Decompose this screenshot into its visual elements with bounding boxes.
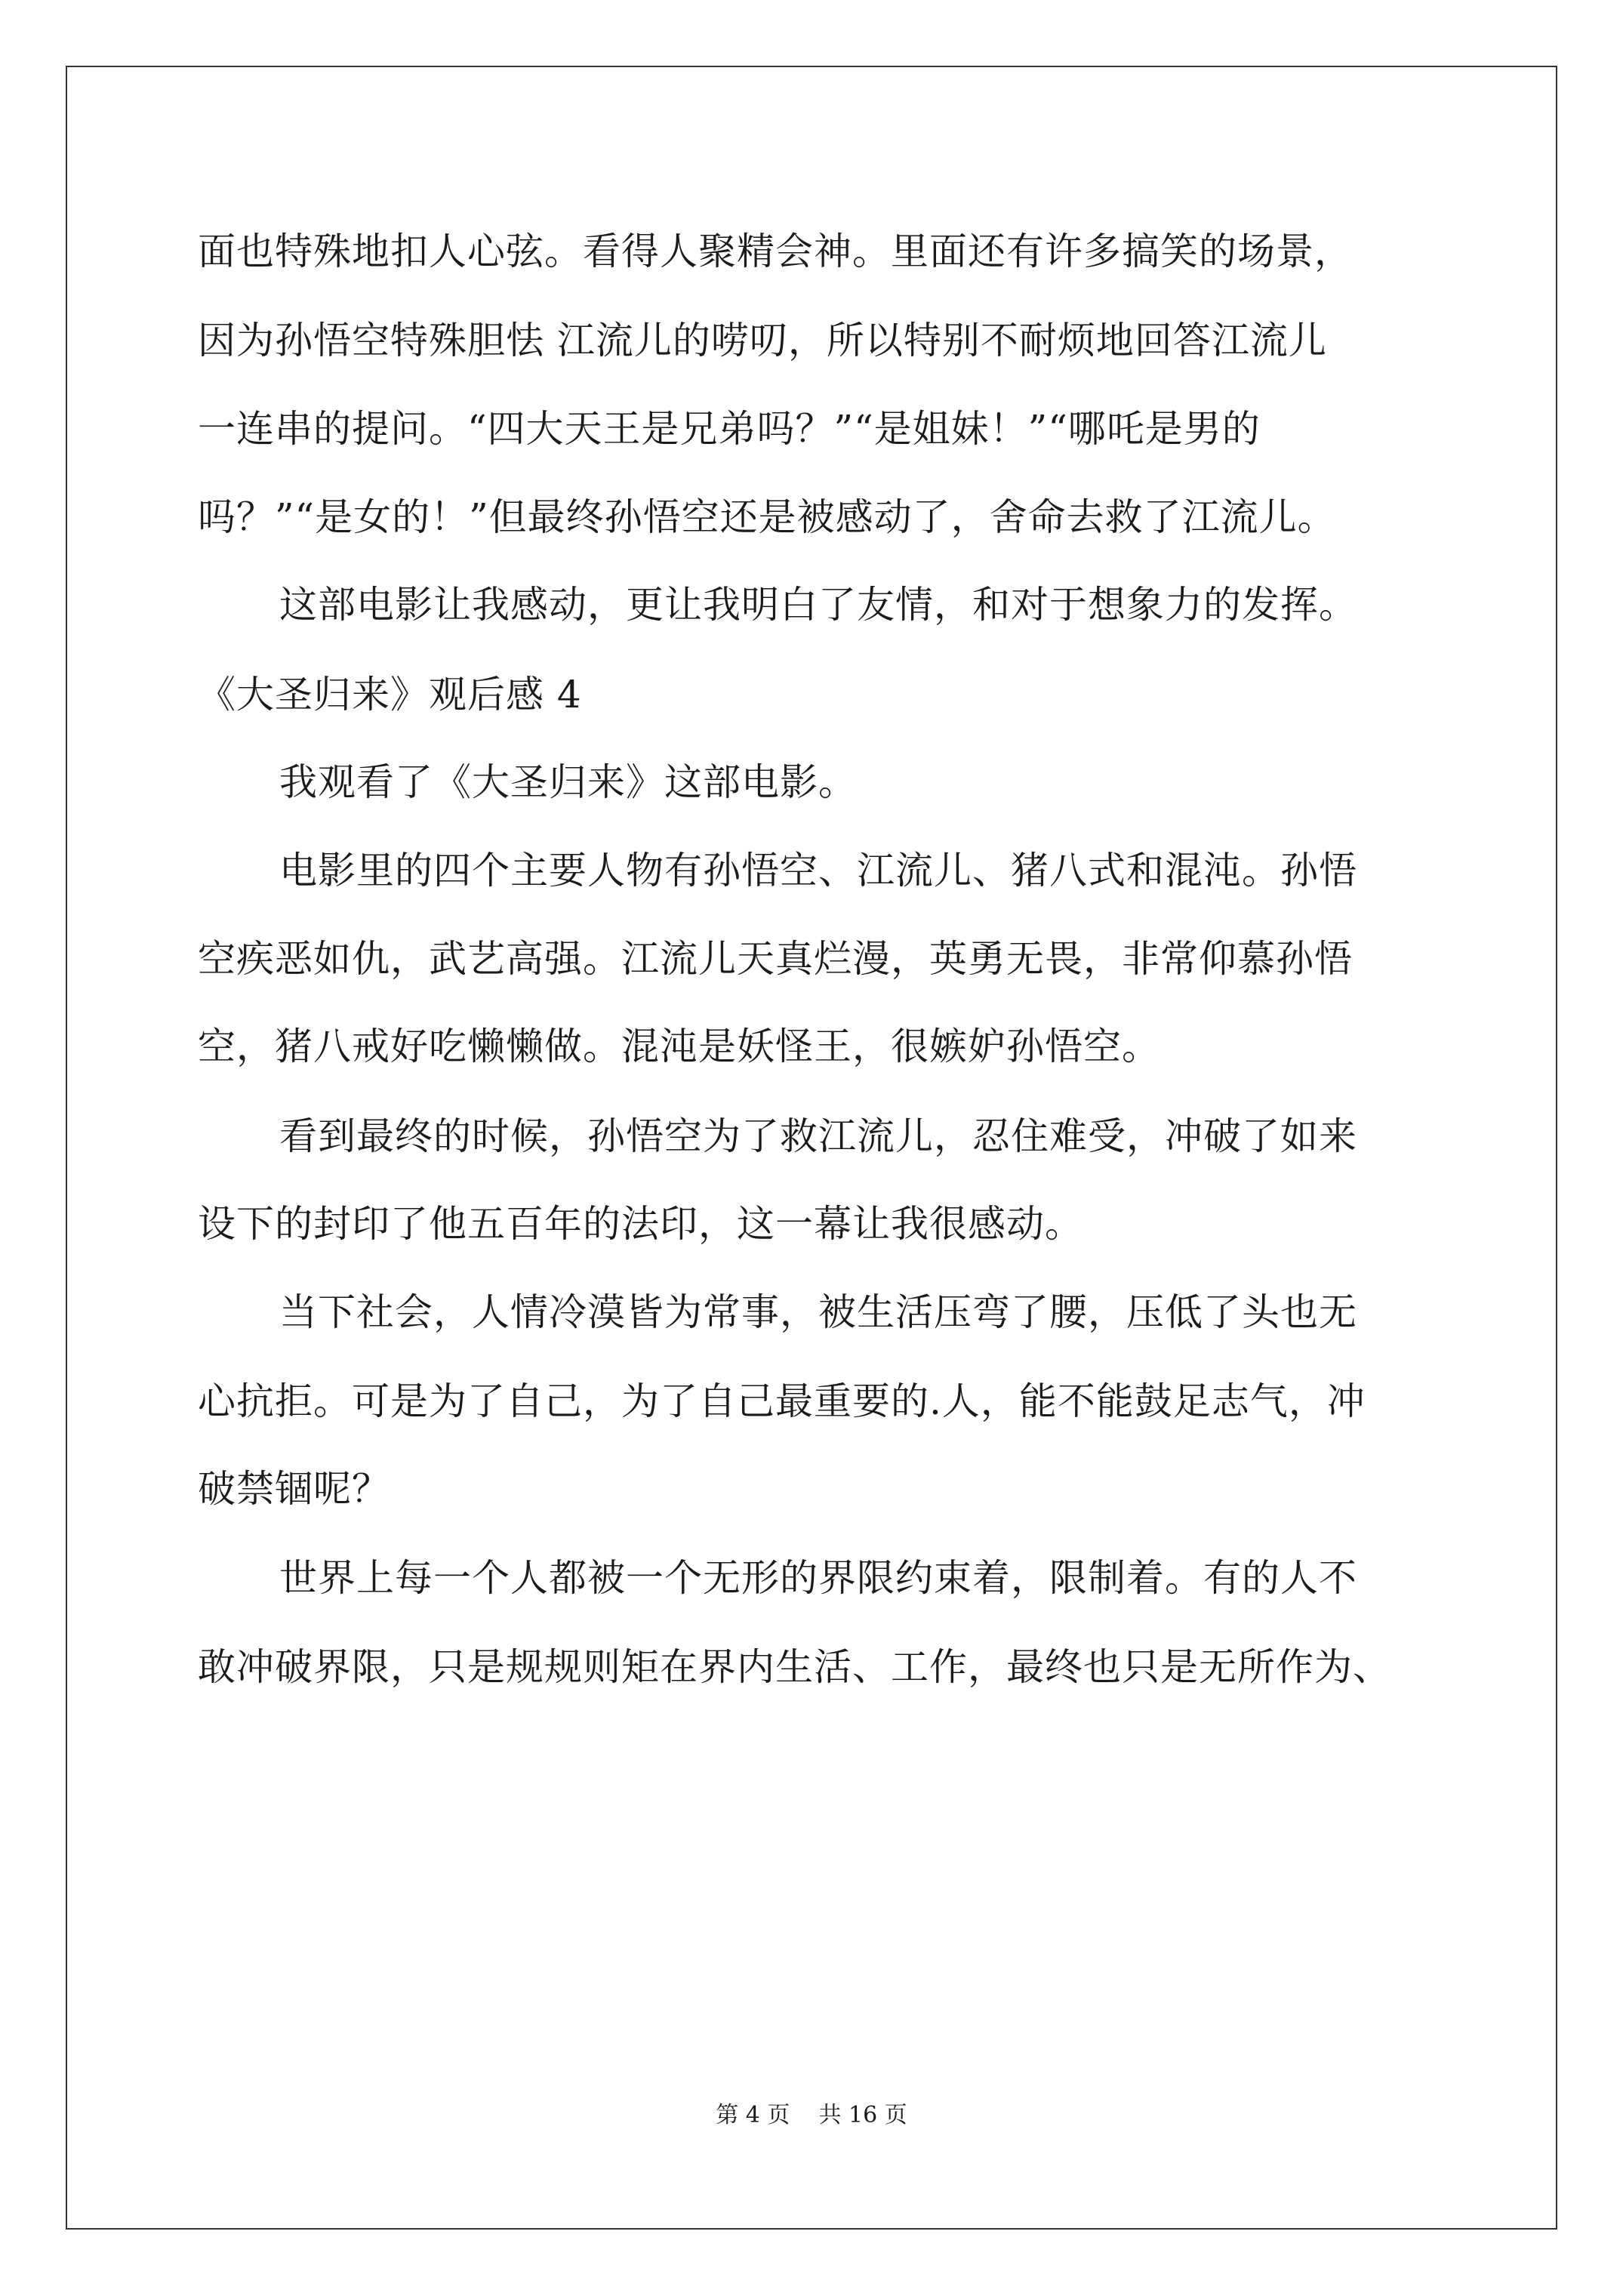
text-line-16: 世界上每一个人都被一个无形的界限约束着，限制着。有的人不 [279, 1556, 1357, 1600]
text-line-14: 心抗拒。可是为了自己，为了自己最重要的.人，能不能鼓足志气，冲 [198, 1379, 1366, 1423]
section-heading: 《大圣归来》观后感 4 [198, 673, 582, 717]
text-line-17: 敢冲破界限，只是规规则矩在界内生活、工作，最终也只是无所作为、 [198, 1645, 1391, 1689]
text-line-13: 当下社会，人情冷漠皆为常事，被生活压弯了腰，压低了头也无 [279, 1290, 1357, 1334]
text-line-3: 一连串的提问。“四大天王是兄弟吗？”“是姐妹！”“哪吒是男的 [198, 407, 1261, 451]
text-line-2: 因为孙悟空特殊胆怯 江流儿的唠叨，所以特别不耐烦地回答江流儿 [198, 319, 1327, 362]
text-line-11: 看到最终的时候，孙悟空为了救江流儿，忍住难受，冲破了如来 [279, 1114, 1357, 1158]
text-line-10: 空，猪八戒好吃懒懒做。混沌是妖怪王，很嫉妒孙悟空。 [198, 1025, 1160, 1068]
text-line-7: 我观看了《大圣归来》这部电影。 [279, 760, 857, 804]
text-line-12: 设下的封印了他五百年的法印，这一幕让我很感动。 [198, 1202, 1083, 1246]
text-line-4: 吗？”“是女的！”但最终孙悟空还是被感动了，舍命去救了江流儿。 [198, 495, 1336, 539]
text-line-15: 破禁锢呢？ [198, 1467, 390, 1511]
text-line-8: 电影里的四个主要人物有孙悟空、江流儿、猪八式和混沌。孙悟 [279, 849, 1357, 892]
text-line-5: 这部电影让我感动，更让我明白了友情，和对于想象力的发挥。 [279, 583, 1357, 627]
text-line-9: 空疾恶如仇，武艺高强。江流儿天真烂漫，英勇无畏，非常仰慕孙悟 [198, 937, 1353, 981]
page-number-footer: 第 4 页 共 16 页 [716, 2102, 907, 2128]
text-line-1: 面也特殊地扣人心弦。看得人聚精会神。里面还有许多搞笑的场景， [198, 230, 1353, 273]
